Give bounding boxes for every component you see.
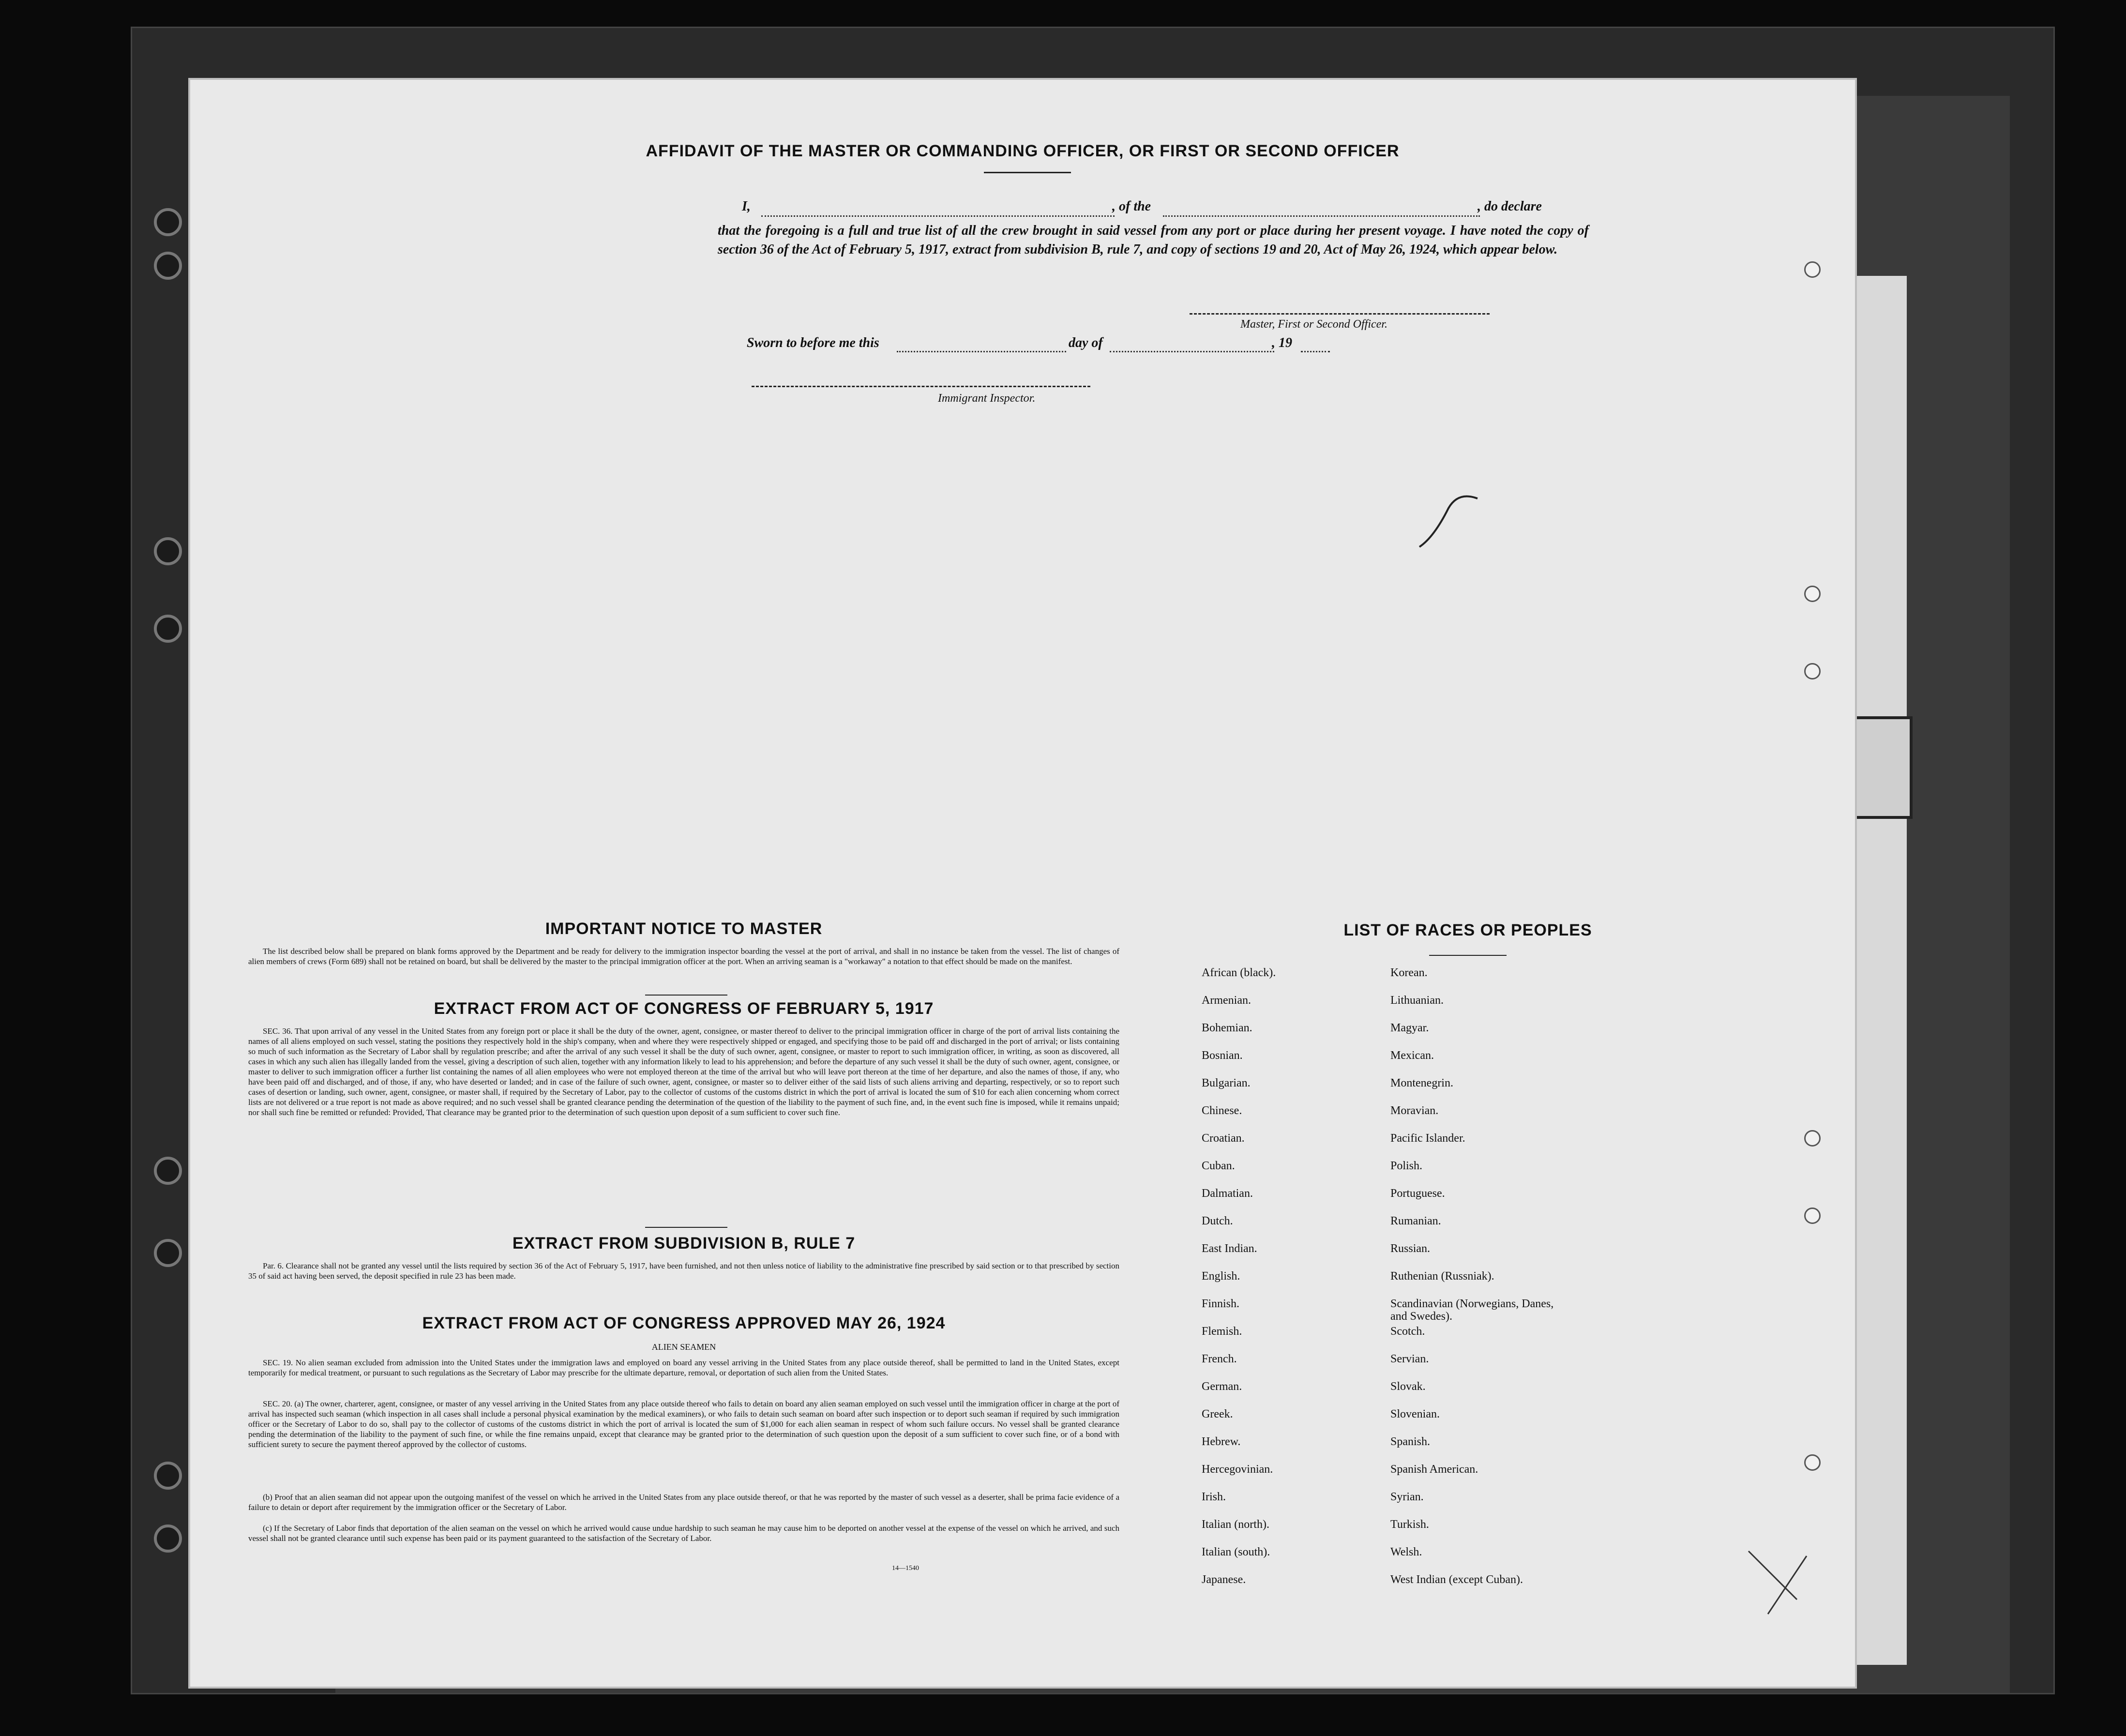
race-item: Pacific Islander. xyxy=(1390,1132,1465,1145)
sworn-year-label: , 19 xyxy=(1272,335,1292,350)
extract-1917-text: SEC. 36. That upon arrival of any vessel in the United States from any foreign port or place it shall be the duty of the owner, agent, consignee, or master thereof to deliver to the principal immigration officer in charge of the port of arrival lists containing the names of all aliens employed on such vessel, stating the positions they respectively hold in the ship's company, when and where they were respectively shipped or engaged, and specifying those to be paid off and discharged in the port of arrival; or lists containing so much of such information as the Secretary of Labor shall by regulation prescribe; and after the arrival of any such vessel it shall be the duty of such owner, agent, consignee, or master to report to such immigration officer, in writing, as soon as discovered, all cases in which any such alien has illegally landed from the vessel, giving a description of such alien, together with any information likely to lead to his apprehension; and before the departure of any such vessel it shall be the duty of such owner, agent, consignee, or master to deliver to such immigration officer a further list containing the names of all alien employees who were not employed thereon at the time of the arrival but who will leave port thereon at the time of her departure, and also the names of those, if any, who have been paid off and discharged, and of those, if any, who have deserted or landed; and in case of the failure of such owner, agent, consignee, or master so to deliver either of the said lists of such aliens arriving and departing, respectively, or so to report such cases of desertion or landing, such owner, agent, consignee, or master shall, if required by the Secretary of Labor, pay to the collector of customs of the customs district in which the port of arrival is located the sum of $10 for each alien concerning whom correct lists are not delivered or a true report is not made as above required; and no such vessel shall be granted clearance pending the determination of the question of the liability to the payment of such fine, and, in the event such fine is imposed, while it remains unpaid; nor shall such fine be remitted or refunded: Provided, That clearance may be granted prior to the determination of such question upon deposit of a sum sufficient to cover such fine. xyxy=(248,1027,1119,1117)
form-number: 14—1540 xyxy=(892,1565,919,1572)
race-item: Portuguese. xyxy=(1390,1187,1445,1200)
sworn-month-blank xyxy=(1110,351,1274,352)
sworn-day-label: day of xyxy=(1069,335,1103,350)
rule7-text: Par. 6. Clearance shall not be granted any vessel until the lists required by section 36 of the Act of February 5, 1917, have been furnished, and not then unless notice of liability to the administrative fine prescribed by said section or to that prescribed by section 35 of said act having been served, the deposit specified in rule 23 has been made. xyxy=(248,1261,1119,1281)
race-item: Japanese. xyxy=(1202,1573,1246,1586)
race-item: Irish. xyxy=(1202,1491,1226,1503)
punch-hole xyxy=(1804,586,1821,602)
affidavit-title: AFFIDAVIT OF THE MASTER OR COMMANDING OFFICER, OR FIRST OR SECOND OFFICER xyxy=(646,142,1400,160)
pencil-mark xyxy=(1739,1541,1816,1624)
punch-hole xyxy=(1804,261,1821,278)
race-item: English. xyxy=(1202,1270,1240,1283)
race-item: Syrian. xyxy=(1390,1491,1424,1503)
underlying-sheet-strip xyxy=(1849,716,1913,819)
sworn-year-blank xyxy=(1301,351,1330,352)
race-item: Slovak. xyxy=(1390,1380,1426,1393)
sec19-text: SEC. 19. No alien seaman excluded from admission into the United States under the immigration laws and employed on board any vessel arriving in the United States from any place outside thereof, shall be permitted to land in the United States, except temporarily for medical treatment, or pursuant to such regulations as the Secretary of Labor may prescribe for the ultimate departure, removal, or deportation of such alien from the United States. xyxy=(248,1358,1119,1377)
race-item: Bulgarian. xyxy=(1202,1077,1251,1089)
binder-hole xyxy=(154,1157,182,1185)
race-item: African (black). xyxy=(1202,966,1276,979)
affidavit-line1-end: , do declare xyxy=(1478,199,1542,214)
sworn-day-blank xyxy=(897,351,1066,352)
divider xyxy=(645,1227,727,1228)
race-item: Armenian. xyxy=(1202,994,1251,1007)
race-item: Bosnian. xyxy=(1202,1049,1243,1062)
name-blank xyxy=(761,215,1115,217)
notice-title: IMPORTANT NOTICE TO MASTER xyxy=(545,920,823,938)
race-item: Flemish. xyxy=(1202,1325,1242,1338)
handwritten-mark xyxy=(1415,489,1502,557)
race-item: Dutch. xyxy=(1202,1215,1233,1227)
race-item: Lithuanian. xyxy=(1390,994,1444,1007)
binder-hole xyxy=(154,1239,182,1267)
punch-hole xyxy=(1804,1454,1821,1471)
race-item: Scotch. xyxy=(1390,1325,1425,1338)
binder-hole xyxy=(154,208,182,236)
sworn-prefix: Sworn to before me this xyxy=(747,335,879,350)
punch-hole xyxy=(1804,663,1821,679)
race-item: Ruthenian (Russniak). xyxy=(1390,1270,1494,1283)
race-item: Italian (north). xyxy=(1202,1518,1269,1531)
sec20a-text: SEC. 20. (a) The owner, charterer, agent, consignee, or master of any vessel arriving in the United States from any place outside thereof who fails to detain on board any alien seaman employed on such vessel until the immigration officer in charge at the port of arrival has inspected such seaman (which inspection in all cases shall include a personal physical examination by the medical examiners), or who fails to detain such seaman on board after such inspection or to deport such seaman if required by such immigration officer or the Secretary of Labor to do so, shall pay to the collector of customs of the customs district in which the port of arrival is located the sum of $1,000 for each alien seaman in respect of whom such failure occurs. No vessel shall be granted clearance pending the determination of the liability to the payment of such fine, or while the fine remains unpaid, except that clearance may be granted prior to the determination of such question upon the deposit of a sum sufficient to cover such fine, or of a bond with sufficient surety to secure the payment thereof approved by the collector of customs. xyxy=(248,1399,1119,1449)
affidavit-line1-prefix: I, xyxy=(742,199,751,214)
race-item: Mexican. xyxy=(1390,1049,1434,1062)
race-item: Welsh. xyxy=(1390,1546,1422,1558)
race-item: Croatian. xyxy=(1202,1132,1245,1145)
race-item: Dalmatian. xyxy=(1202,1187,1253,1200)
binder-hole xyxy=(154,252,182,280)
master-caption: Master, First or Second Officer. xyxy=(1240,318,1387,331)
sec20c-text: (c) If the Secretary of Labor finds that deportation of the alien seaman on the vessel on which he arrived would cause undue hardship to such seaman he may cause him to be deported on another vessel at the expense of the vessel on which he arrived, and such vessel shall not be granted clearance until such expense has been paid or its payment guaranteed to the satisfaction of the Secretary of Labor. xyxy=(248,1524,1119,1543)
binder-hole xyxy=(154,1525,182,1553)
race-item: Finnish. xyxy=(1202,1298,1240,1310)
race-item: Russian. xyxy=(1390,1242,1431,1255)
race-item: Korean. xyxy=(1390,966,1428,979)
race-item: Magyar. xyxy=(1390,1022,1429,1034)
binder-hole xyxy=(154,537,182,565)
race-item: Rumanian. xyxy=(1390,1215,1441,1227)
inspector-signature-line xyxy=(752,386,1090,387)
race-item: Scandinavian (Norwegians, Danes, and Swedes). xyxy=(1390,1298,1554,1323)
race-item: Turkish. xyxy=(1390,1518,1429,1531)
race-item: Greek. xyxy=(1202,1408,1233,1420)
vessel-blank xyxy=(1163,215,1480,217)
race-item: Chinese. xyxy=(1202,1104,1242,1117)
race-item: Bohemian. xyxy=(1202,1022,1252,1034)
race-item: French. xyxy=(1202,1353,1237,1365)
sec20b-text: (b) Proof that an alien seaman did not appear upon the outgoing manifest of the vessel on which he arrived in the United States from any place outside thereof, or that he was reported by the master of such vessel as a deserter, shall be prima facie evidence of a failure to detain or deport after requirement by the immigration officer or the Secretary of Labor. xyxy=(248,1493,1119,1512)
binder-hole xyxy=(154,1462,182,1490)
races-title: LIST OF RACES OR PEOPLES xyxy=(1343,921,1592,939)
affidavit-line1-mid: , of the xyxy=(1112,199,1151,214)
race-item: Montenegrin. xyxy=(1390,1077,1453,1089)
divider xyxy=(645,995,727,996)
race-item: Servian. xyxy=(1390,1353,1429,1365)
document-page xyxy=(190,80,1855,1687)
race-item: Slovenian. xyxy=(1390,1408,1440,1420)
race-item: Spanish. xyxy=(1390,1435,1431,1448)
race-item: Polish. xyxy=(1390,1160,1423,1172)
race-item: East Indian. xyxy=(1202,1242,1257,1255)
race-item: Spanish American. xyxy=(1390,1463,1478,1476)
notice-text: The list described below shall be prepared on blank forms approved by the Department and be ready for delivery to the immigration inspector boarding the vessel at the port of arrival, and shall in no instance be taken from the vessel. The list of changes of alien members of crews (Form 689) shall not be retained on board, but shall be delivered by the master to the principal immigration officer at the port. When an arriving seaman is a "workaway" a notation to that effect should be made on the manifest. xyxy=(248,947,1119,966)
punch-hole xyxy=(1804,1130,1821,1147)
affidavit-body: that the foregoing is a full and true list of all the crew brought in said vessel from any port or place during her present voyage. I have noted the copy of section 36 of the Act of February 5, 1917, extract from subdivision B, rule 7, and copy of sections 19 and 20, Act of May 26, 1924, which appear below. xyxy=(718,223,1589,257)
race-item: Moravian. xyxy=(1390,1104,1439,1117)
title-underline xyxy=(984,172,1071,173)
binder-hole xyxy=(154,615,182,643)
extract-1924-title: EXTRACT FROM ACT OF CONGRESS APPROVED MAY 26, 1924 xyxy=(422,1314,946,1332)
punch-hole xyxy=(1804,1208,1821,1224)
race-item: Cuban. xyxy=(1202,1160,1235,1172)
alien-seamen-subtitle: ALIEN SEAMEN xyxy=(651,1342,716,1352)
race-item: West Indian (except Cuban). xyxy=(1390,1573,1523,1586)
divider xyxy=(1429,955,1507,956)
race-item: Hebrew. xyxy=(1202,1435,1241,1448)
race-item: Hercegovinian. xyxy=(1202,1463,1273,1476)
race-item: German. xyxy=(1202,1380,1242,1393)
rule7-title: EXTRACT FROM SUBDIVISION B, RULE 7 xyxy=(512,1234,856,1253)
race-item: Italian (south). xyxy=(1202,1546,1270,1558)
inspector-caption: Immigrant Inspector. xyxy=(938,392,1036,405)
extract-1917-title: EXTRACT FROM ACT OF CONGRESS OF FEBRUARY 5, 1917 xyxy=(434,999,934,1018)
master-signature-line xyxy=(1190,313,1490,315)
